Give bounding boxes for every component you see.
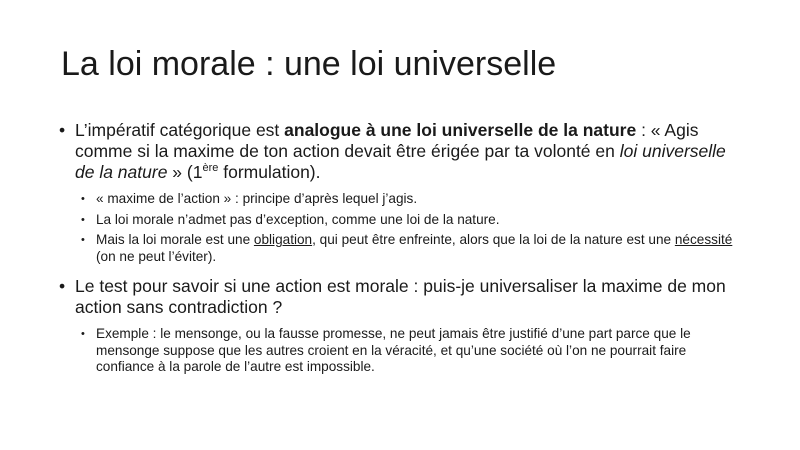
sub-bullet-text: La loi morale n’admet pas d’exception, comme une loi de la nature.: [96, 211, 500, 227]
bullet-text-part: » (1: [167, 162, 203, 182]
underlined-text: obligation: [253, 232, 313, 247]
underlined-text: nécessité: [674, 232, 733, 247]
slide-content: [55, 120, 745, 376]
sub-bullet-exemple: [55, 326, 745, 376]
sub-bullet-text: Exemple : le mensonge, ou la fausse promesse, ne peut jamais être justifié d’une part parce que le mensonge suppose que les autres croient en la véracité, et qu’une société où l’on ne pourrait faire confiance à la parole de l’autre est impossible.: [96, 326, 691, 374]
bullet-marker: •: [59, 120, 66, 140]
sub-bullet-marker: •: [81, 234, 85, 246]
bullet-italic-text: loi universelle de la nature: [75, 141, 726, 182]
bullet-marker: •: [59, 276, 66, 296]
bullet-text-part: L’impératif catégorique est: [75, 120, 285, 140]
bullet-imperatif: [55, 120, 745, 183]
sub-bullet-text-part: Mais la loi morale est une: [96, 232, 254, 247]
bullet-bold-text: analogue à une loi universelle de la nature: [284, 120, 637, 140]
sub-bullet-marker: •: [81, 328, 85, 340]
superscript-text: ère: [202, 162, 219, 174]
slide-title: La loi morale : une loi universelle: [61, 45, 557, 83]
sub-bullet-obligation: [55, 232, 745, 265]
sub-bullet-maxime: [55, 191, 745, 208]
sub-bullet-marker: •: [81, 193, 85, 205]
sub-bullet-text: « maxime de l’action » : principe d’après lequel j’agis.: [96, 191, 418, 206]
bullet-test: [55, 276, 745, 318]
sub-bullet-text-part: (on ne peut l’éviter).: [96, 248, 217, 264]
bullet-text-part: formulation).: [218, 162, 321, 182]
sub-bullet-text-part: , qui peut être enfreinte, alors que la loi de la nature est une: [312, 232, 675, 247]
bullet-text-part: : « Agis comme si la maxime de ton action devait être érigée par ta volonté en: [75, 120, 699, 161]
sub-bullet-exception: [55, 212, 745, 229]
sub-bullet-marker: •: [81, 213, 85, 226]
bullet-text: Le test pour savoir si une action est morale : puis-je universaliser la maxime de mon action sans contradiction ?: [75, 276, 726, 317]
